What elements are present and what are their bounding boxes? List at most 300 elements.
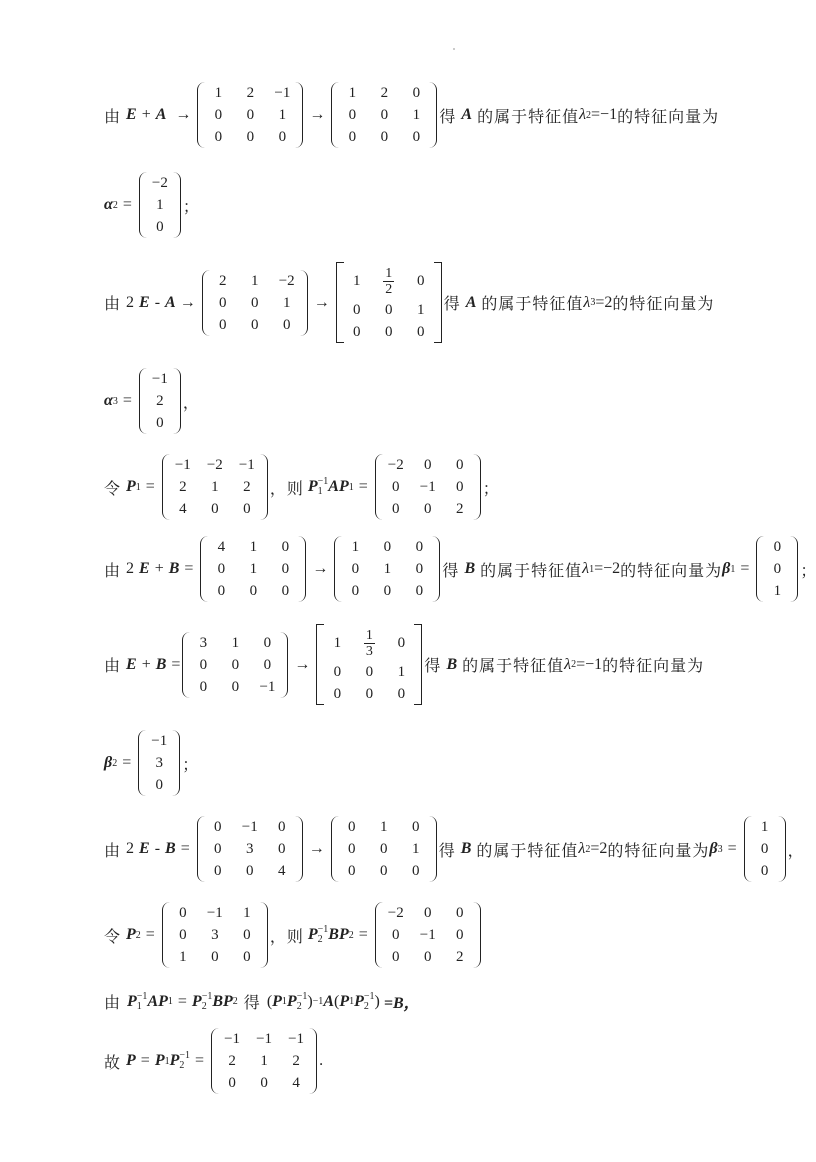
matrix-cell: 0 [214, 107, 223, 123]
sym-A: A [465, 293, 477, 311]
text-by: 由 [104, 658, 122, 675]
matrix-cell: 0 [348, 129, 357, 145]
matrix-grid [342, 536, 432, 602]
bracket-left [162, 902, 170, 968]
denominator: 2 [385, 282, 393, 297]
bracket-left [162, 454, 170, 520]
arrow: → [179, 293, 196, 311]
bracket-right [173, 172, 181, 238]
matrix-cell: 0 [416, 272, 425, 289]
text-by: 由 [104, 296, 122, 313]
matrix [331, 82, 437, 148]
matrix-cell: 0 [199, 656, 208, 673]
matrix-cell: 2 [456, 949, 464, 965]
matrix-cell [380, 264, 398, 297]
sym-eq: = [727, 840, 737, 857]
sym-P: P [126, 1052, 136, 1069]
matrix-cell: 1 [773, 583, 782, 599]
text-eigenvalue: =2 [590, 840, 608, 857]
matrix-cell: 0 [384, 302, 393, 318]
matrix-cell: −1 [419, 927, 436, 943]
matrix [200, 536, 306, 602]
matrix-cell: 0 [365, 686, 374, 702]
line-derive [104, 990, 420, 1013]
denominator: 3 [365, 644, 373, 659]
matrix-cell: 0 [392, 479, 400, 495]
matrix-cell: 0 [392, 927, 400, 943]
matrix-cell: 0 [411, 863, 420, 879]
script [137, 992, 148, 1012]
sym-P: P [338, 478, 349, 495]
sym-P: P [223, 992, 233, 1010]
text-eigenvalue: =−2 [594, 560, 621, 577]
superscript: −1 [296, 990, 308, 1002]
matrix-cell: 0 [263, 656, 272, 673]
matrix-cell: 0 [760, 841, 769, 857]
matrix-cell: 1 [411, 841, 420, 857]
sym-eq: = [145, 926, 155, 943]
text-eigenvalue: =2 [595, 293, 613, 311]
subscript: 2 [135, 929, 141, 941]
bracket-left [331, 82, 339, 148]
matrix-cell: 1 [278, 107, 287, 123]
sym-A: A [147, 992, 159, 1010]
matrix-cell: 0 [456, 457, 464, 473]
matrix-cell: 0 [156, 219, 164, 235]
text-vecfor: 的特征向量为 [612, 296, 715, 313]
matrix-cell: −1 [241, 819, 258, 835]
bracket-right [790, 536, 798, 602]
matrix-cell: −1 [206, 905, 223, 921]
superscript: −1 [312, 996, 324, 1007]
matrix [375, 902, 481, 968]
sym-plus: + [141, 655, 151, 673]
matrix-cell: 0 [231, 678, 240, 695]
text-get: 得 [442, 562, 460, 580]
text-belong: 的属于特征值 [477, 108, 580, 126]
matrix-cell: 0 [352, 324, 361, 340]
fraction [364, 628, 375, 659]
matrix-grid [383, 902, 473, 968]
subscript: 2 [112, 757, 118, 769]
matrix-cell: 0 [397, 634, 406, 651]
matrix-cell: 0 [424, 457, 432, 473]
matrix-cell: 0 [412, 85, 421, 101]
subscript: 2 [296, 1000, 302, 1012]
sym-lambda: λ [582, 560, 590, 577]
sym-A: A [323, 992, 334, 1010]
semicolon: ； [800, 562, 816, 580]
num-two: 2 [126, 840, 135, 857]
text-get: 得 [243, 995, 261, 1012]
matrix-cell: 0 [243, 927, 251, 943]
matrix-cell: 2 [218, 272, 227, 289]
text-eigenvalue: =−1 [576, 655, 603, 673]
sym-lambda: λ [578, 840, 586, 857]
matrix-cell: 0 [245, 863, 254, 879]
text-by: 由 [104, 562, 122, 580]
matrix-cell: 1 [211, 479, 219, 495]
bracket-right [172, 730, 180, 796]
arrow: → [313, 293, 330, 311]
matrix-cell: 0 [250, 316, 259, 333]
text-belong: 的属于特征值 [462, 658, 565, 675]
subscript: 2 [232, 996, 238, 1007]
matrix-cell: 0 [217, 583, 226, 599]
line-2e-b [104, 816, 804, 882]
matrix-grid [205, 816, 295, 882]
matrix-cell: 4 [292, 1075, 300, 1091]
sym-eq: = [184, 560, 194, 577]
matrix-cell: −1 [419, 479, 436, 495]
matrix-cell: 0 [380, 107, 389, 123]
sym-P: P [339, 992, 350, 1010]
sym-P: P [126, 926, 136, 943]
sym-P: P [127, 992, 137, 1010]
matrix [375, 454, 481, 520]
matrix-cell: 2 [243, 479, 251, 495]
matrix-cell: 0 [333, 664, 342, 680]
matrix-cell: 0 [214, 129, 223, 145]
sym-lambda: λ [583, 293, 591, 311]
matrix-cell: −2 [278, 272, 295, 289]
text-by: 由 [104, 842, 122, 860]
matrix-cell: 0 [155, 777, 163, 793]
matrix [197, 82, 303, 148]
matrix-cell: 1 [352, 272, 361, 289]
comma: ， [787, 842, 804, 860]
matrix-cell: 0 [424, 501, 432, 517]
line-p2 [104, 902, 483, 968]
bracket-left [334, 536, 342, 602]
vector [756, 536, 798, 602]
sym-B: B [155, 655, 167, 673]
sym-E: E [126, 106, 137, 123]
matrix-cell: 0 [213, 841, 222, 857]
bracket-left [756, 536, 764, 602]
bracket-left [182, 632, 190, 698]
bracket-right [260, 454, 268, 520]
matrix-grid [205, 82, 295, 148]
bracket-right [473, 902, 481, 968]
text-vecfor: 的特征向量为 [620, 562, 723, 580]
superscript: −1 [179, 1050, 191, 1061]
text-ze: ，则 [269, 928, 304, 946]
arrow: → [309, 106, 326, 123]
bracket-left [375, 454, 383, 520]
script [364, 992, 375, 1012]
matrix-cell: 0 [412, 129, 421, 145]
bracket-right [260, 902, 268, 968]
bracket-right [434, 262, 442, 343]
matrix-cell: 0 [424, 949, 432, 965]
matrix-cell: 0 [380, 129, 389, 145]
matrix-cell: 0 [243, 501, 251, 517]
line-eb [104, 624, 704, 705]
superscript: −1 [136, 990, 148, 1002]
text-get: 得 [438, 842, 456, 860]
text-belong: 的属于特征值 [480, 562, 583, 580]
script [179, 1051, 190, 1071]
num-two: 2 [126, 293, 135, 311]
matrix-cell: 0 [365, 664, 374, 680]
sym-P: P [169, 1052, 180, 1069]
matrix-cell: −2 [151, 175, 168, 191]
text-by: 由 [104, 995, 122, 1012]
line-2ea [104, 262, 714, 343]
matrix-grid [339, 816, 429, 882]
matrix [162, 902, 268, 968]
subscript: 1 [589, 563, 595, 575]
matrix-cell: 0 [384, 324, 393, 340]
period: . [319, 1052, 324, 1069]
paren-close: ) [374, 992, 380, 1010]
matrix-cell: 1 [416, 302, 425, 318]
sym-minus: - [154, 840, 161, 857]
superscript: −1 [317, 924, 329, 935]
matrix-cell: 0 [231, 656, 240, 673]
subscript: 2 [179, 1060, 185, 1071]
line-alpha2 [104, 172, 199, 238]
matrix-cell: 1 [333, 634, 342, 651]
sym-P: P [354, 992, 364, 1010]
matrix-cell: −1 [224, 1031, 241, 1047]
matrix-cell: −1 [151, 733, 168, 749]
sym-B: B [464, 560, 476, 577]
matrix-cell: 0 [347, 863, 356, 879]
matrix-cell: 1 [179, 949, 187, 965]
matrix-cell: 3 [211, 927, 219, 943]
sym-plus: + [141, 106, 151, 123]
matrix-grid [344, 262, 434, 343]
numerator: 1 [365, 628, 373, 643]
matrix-cell: 2 [380, 85, 389, 101]
sym-P: P [338, 926, 349, 943]
matrix-cell: 0 [333, 686, 342, 702]
matrix-cell: 0 [352, 302, 361, 318]
matrix-cell: 0 [392, 949, 400, 965]
vector [139, 172, 181, 238]
matrix-cell: −1 [151, 371, 168, 387]
matrix-cell: 2 [246, 85, 255, 101]
sym-plus: + [154, 560, 164, 577]
matrix-cell: 0 [415, 583, 424, 599]
text-vecfor: 的特征向量为 [602, 658, 705, 675]
arrow: → [294, 655, 311, 673]
bracket-left [197, 82, 205, 148]
matrix-cell: 1 [156, 197, 164, 213]
vector [744, 816, 786, 882]
sym-A: A [165, 293, 176, 311]
matrix-cell: 1 [250, 272, 259, 289]
text-by: 由 [104, 108, 122, 126]
matrix-cell: 0 [415, 561, 424, 577]
matrix-cell: 0 [179, 927, 187, 943]
matrix-cell: 0 [277, 819, 286, 835]
bracket-left [200, 536, 208, 602]
num-two: 2 [126, 560, 135, 577]
matrix [331, 816, 437, 882]
sym-P: P [158, 992, 168, 1010]
text-belong: 的属于特征值 [481, 296, 584, 313]
paren-open: ( [266, 992, 273, 1010]
matrix-cell: 0 [347, 819, 356, 835]
matrix-cell: 0 [250, 294, 259, 311]
matrix-cell: 1 [231, 634, 240, 651]
sym-minus: - [154, 293, 161, 311]
sym-eq: = [145, 478, 155, 495]
sym-B: B [328, 926, 339, 943]
matrix-cell: 0 [249, 583, 258, 599]
subscript: 1 [349, 996, 355, 1007]
bracket-left [139, 172, 147, 238]
matrix-cell: 0 [282, 316, 291, 333]
text-belong: 的属于特征值 [476, 842, 579, 860]
sym-eq: = [171, 655, 181, 673]
sym-eq: = [122, 754, 132, 771]
matrix-cell: 0 [156, 415, 164, 431]
sym-alpha: α [104, 196, 113, 213]
matrix-grid [764, 536, 790, 602]
sym-A: A [155, 106, 167, 123]
bracket-left [202, 270, 210, 336]
superscript: −1 [201, 990, 213, 1002]
matrix-cell: 0 [213, 819, 222, 835]
matrix [316, 624, 422, 705]
subscript: 2 [585, 843, 591, 855]
matrix-cell: 0 [246, 107, 255, 123]
vector [138, 730, 180, 796]
sym-B: B [446, 655, 458, 673]
matrix-cell: 0 [392, 501, 400, 517]
sym-eq: = [180, 840, 190, 857]
sym-lambda: λ [564, 655, 572, 673]
sym-B: B [165, 840, 176, 857]
matrix-grid [170, 902, 260, 968]
stray-dot [453, 48, 455, 50]
matrix-cell: −1 [256, 1031, 273, 1047]
matrix-cell: 0 [456, 927, 464, 943]
matrix-cell: 2 [456, 501, 464, 517]
bracket-left [375, 902, 383, 968]
matrix-cell: 0 [348, 107, 357, 123]
sym-P: P [307, 478, 318, 495]
matrix-cell: 0 [278, 129, 287, 145]
subscript: 1 [167, 996, 173, 1007]
matrix-cell: 0 [773, 539, 782, 555]
matrix-grid [147, 368, 173, 434]
sym-beta: β [709, 840, 718, 857]
matrix-cell: 1 [379, 819, 388, 835]
matrix-grid [752, 816, 778, 882]
matrix-grid [170, 454, 260, 520]
matrix-cell: 0 [397, 686, 406, 702]
arrow: → [312, 560, 329, 577]
matrix-grid [219, 1028, 309, 1094]
text-eq-b: =B， [383, 995, 420, 1012]
line-final [104, 1028, 323, 1094]
matrix-cell: −2 [206, 457, 223, 473]
matrix-cell: 0 [199, 678, 208, 695]
matrix-cell: 0 [218, 294, 227, 311]
sym-eq: = [122, 196, 132, 213]
matrix-cell: −2 [387, 905, 404, 921]
matrix-cell: 2 [179, 479, 187, 495]
sym-A: A [328, 478, 339, 495]
text-vecfor: 的特征向量为 [617, 108, 720, 126]
sym-P: P [126, 478, 136, 495]
matrix-cell: 1 [282, 294, 291, 311]
matrix-grid [146, 730, 172, 796]
matrix-grid [190, 632, 280, 698]
bracket-left [139, 368, 147, 434]
matrix-cell: 0 [263, 634, 272, 651]
sym-eq: = [358, 926, 368, 943]
matrix-cell: 3 [199, 634, 208, 651]
matrix-cell: 0 [760, 863, 769, 879]
matrix-cell: 2 [292, 1053, 300, 1069]
sym-eq: = [358, 478, 368, 495]
matrix-cell: 0 [281, 539, 290, 555]
matrix-cell: −1 [259, 678, 276, 695]
matrix-cell: 0 [424, 905, 432, 921]
matrix-cell: 0 [213, 863, 222, 879]
text-ling: 令 [104, 480, 122, 498]
numerator: 1 [385, 266, 393, 281]
matrix-cell: 0 [773, 561, 782, 577]
matrix-cell: 1 [249, 539, 258, 555]
sym-lambda: λ [579, 106, 587, 123]
sym-P: P [286, 992, 297, 1010]
matrix-grid [383, 454, 473, 520]
bracket-right [429, 816, 437, 882]
line-beta2 [104, 730, 198, 796]
sym-eq: = [140, 1052, 150, 1069]
text-get: 得 [424, 658, 442, 675]
matrix-cell: 0 [217, 561, 226, 577]
bracket-right [414, 624, 422, 705]
paren-open: ( [333, 992, 340, 1010]
matrix [182, 632, 288, 698]
matrix-cell: 1 [243, 905, 251, 921]
subscript: 2 [317, 934, 323, 945]
text-gu: 故 [104, 1054, 122, 1072]
line-p1 [104, 454, 499, 520]
matrix-cell: 0 [347, 841, 356, 857]
matrix-cell: 1 [760, 819, 769, 835]
script [318, 925, 329, 945]
matrix-cell: 0 [351, 583, 360, 599]
matrix-cell: 0 [379, 863, 388, 879]
sym-B: B [460, 840, 472, 857]
matrix-cell: 1 [351, 539, 360, 555]
matrix-cell: 0 [211, 949, 219, 965]
sym-beta: β [722, 560, 731, 577]
matrix-cell: 0 [456, 905, 464, 921]
subscript: 1 [136, 1000, 142, 1012]
matrix-cell: 1 [214, 85, 223, 101]
matrix-cell: 0 [281, 583, 290, 599]
matrix [211, 1028, 317, 1094]
bracket-right [300, 270, 308, 336]
matrix-cell: 4 [179, 501, 187, 517]
matrix-cell: 2 [156, 393, 164, 409]
sym-eq: = [740, 560, 750, 577]
matrix-grid [324, 624, 414, 705]
subscript: 1 [164, 1055, 170, 1067]
matrix-grid [147, 172, 173, 238]
matrix-cell: −1 [274, 85, 291, 101]
